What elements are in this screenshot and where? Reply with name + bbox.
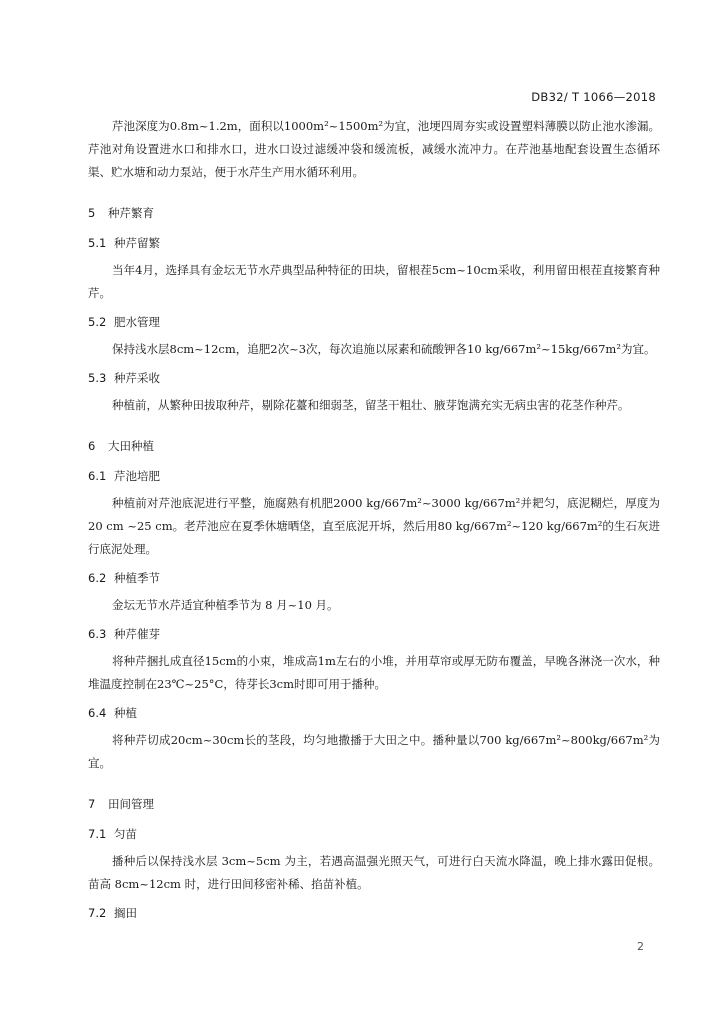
section-title: 种芹催芽 xyxy=(114,627,160,641)
section-6-3-paragraph: 将种芹捆扎成直径15cm的小束，堆成高1m左右的小堆，并用草帘或厚无防布覆盖，早晚各淋浇一次水，种堆温度控制在23℃~25°C，待芽长3cm时即可用于播种。 xyxy=(88,654,660,691)
document-body xyxy=(88,112,660,926)
intro-paragraph: 芹池深度为0.8m~1.2m，面积以1000m²~1500m²为宜，池埂四周夯实或设置塑料薄膜以防止池水渗漏。芹池对角设置进水口和排水口，进水口设过滤缓冲袋和缓流板，减缓水流冲力。在芹池基地配套设置生态循环渠、贮水塘和动力泵站，便于水芹生产用水循环利用。 xyxy=(88,119,660,179)
section-number: 5 xyxy=(88,206,96,220)
section-title: 种芹采收 xyxy=(114,371,160,385)
section-title: 芹池培肥 xyxy=(114,469,160,483)
section-6-1-heading xyxy=(88,467,660,485)
section-title: 田间管理 xyxy=(108,797,154,811)
section-number: 7 xyxy=(88,797,96,811)
section-title: 种植 xyxy=(114,706,137,720)
section-5-2-paragraph: 保持浅水层8cm~12cm，追肥2次~3次，每次追施以尿素和硫酸钾各10 kg/667m²~15kg/667m²为宜。 xyxy=(112,342,656,356)
section-title: 匀苗 xyxy=(114,827,137,841)
section-7-2-heading xyxy=(88,904,660,922)
section-6-4-paragraph: 将种芹切成20cm~30cm长的茎段，均匀地撒播于大田之中。播种量以700 kg/667m²~800kg/667m²为宜。 xyxy=(88,733,660,770)
section-6-3-heading xyxy=(88,625,660,643)
section-6-1-paragraph: 种植前对芹池底泥进行平整，施腐熟有机肥2000 kg/667m²~3000 kg/667m²并耙匀，底泥糊烂，厚度为20 cm ~25 cm。老芹池应在夏季休塘晒垡，直至底泥开坼，然后用80 kg/667m²~120 kg/667m²的生石灰进行底泥处理。 xyxy=(88,496,660,556)
section-7-heading xyxy=(88,795,660,813)
section-number: 6 xyxy=(88,439,96,453)
doc-code-header: DB32/ T 1066—2018 xyxy=(531,90,656,104)
page-number: 2 xyxy=(637,940,644,953)
section-number: 6.2 xyxy=(88,571,107,585)
section-5-1-paragraph: 当年4月，选择具有金坛无节水芹典型品种特征的田块，留根茬5cm~10cm采收，利用留田根茬直接繁育种芹。 xyxy=(88,263,660,300)
section-number: 6.4 xyxy=(88,706,107,720)
section-5-3-paragraph: 种植前，从繁种田拔取种芹，剔除花薹和细弱茎，留茎干粗壮、腋芽饱满充实无病虫害的花茎作种芹。 xyxy=(112,398,630,412)
section-6-4-heading xyxy=(88,704,660,722)
section-7-1-heading xyxy=(88,825,660,843)
section-number: 6.3 xyxy=(88,627,107,641)
section-number: 7.1 xyxy=(88,827,107,841)
section-5-heading xyxy=(88,204,660,222)
section-5-3-heading xyxy=(88,369,660,387)
section-number: 5.2 xyxy=(88,315,107,329)
section-title: 大田种植 xyxy=(108,439,154,453)
section-number: 5.1 xyxy=(88,236,107,250)
section-title: 肥水管理 xyxy=(114,315,160,329)
section-title: 种芹留繁 xyxy=(114,236,160,250)
section-5-2-heading xyxy=(88,313,660,331)
section-5-1-heading xyxy=(88,234,660,252)
section-title: 搁田 xyxy=(114,906,137,920)
section-7-1-paragraph: 播种后以保持浅水层 3cm~5cm 为主，若遇高温强光照天气，可进行白天流水降温，晚上排水露田促根。苗高 8cm~12cm 时，进行田间移密补稀、掐苗补植。 xyxy=(88,854,660,891)
section-6-heading xyxy=(88,437,660,455)
section-number: 7.2 xyxy=(88,906,107,920)
section-6-2-heading xyxy=(88,569,660,587)
section-6-2-paragraph: 金坛无节水芹适宜种植季节为 8 月~10 月。 xyxy=(112,598,339,612)
section-title: 种植季节 xyxy=(114,571,160,585)
section-title: 种芹繁育 xyxy=(108,206,154,220)
section-number: 6.1 xyxy=(88,469,107,483)
section-number: 5.3 xyxy=(88,371,107,385)
